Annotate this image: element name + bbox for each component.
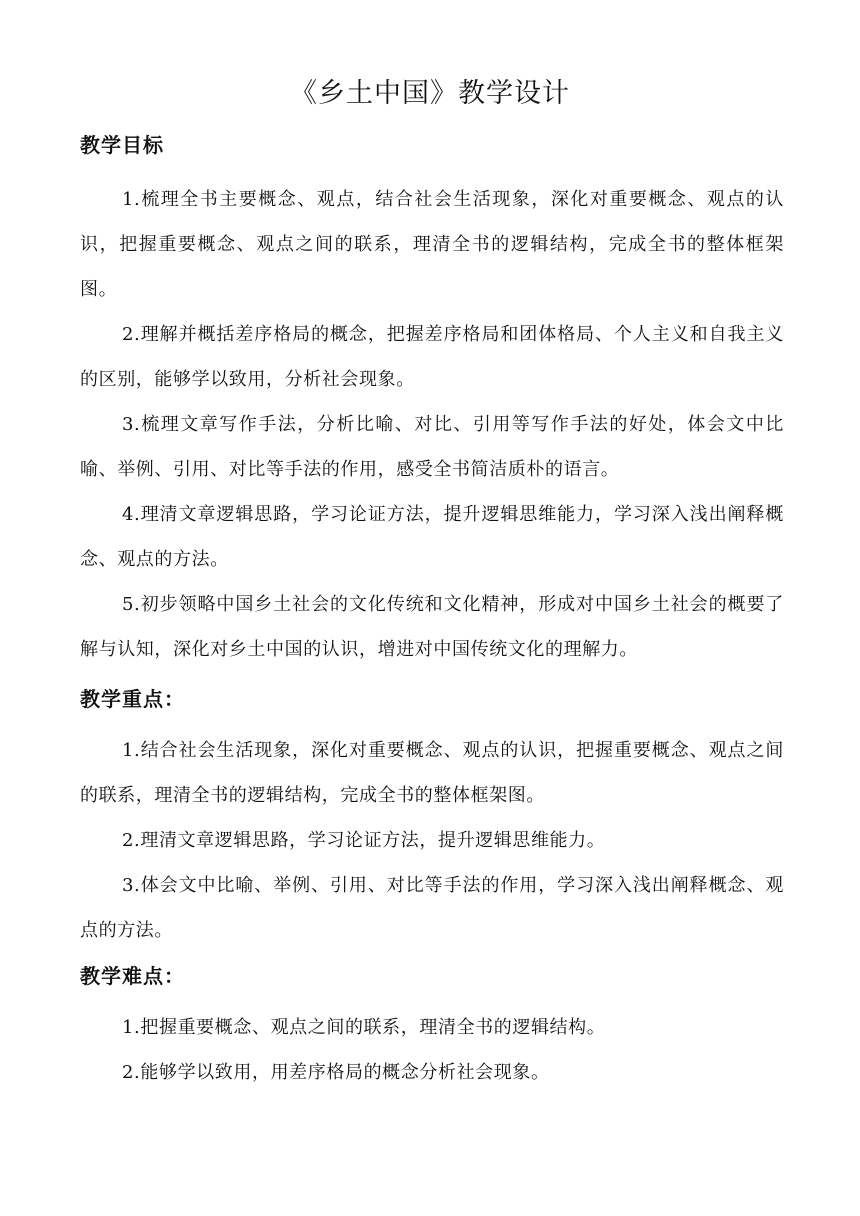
key-point-item-2: 2.理清文章逻辑思路，学习论证方法，提升逻辑思维能力。 — [122, 830, 606, 851]
objective-item-5: 5.初步领略中国乡土社会的文化传统和文化精神，形成对中国乡土社会的概要了解与认知，深化对乡土中国的认识，增进对中国传统文化的理解力。 — [80, 594, 784, 660]
key-point-item-3: 3.体会文中比喻、举例、引用、对比等手法的作用，学习深入浅出阐释概念、观点的方法。 — [80, 875, 784, 941]
document-title: 《乡土中国》教学设计 — [290, 78, 570, 109]
section-heading-key-points: 教学重点： — [80, 687, 185, 711]
objective-item-1: 1.梳理全书主要概念、观点，结合社会生活现象，深化对重要概念、观点的认识，把握重要概念、观点之间的联系，理清全书的逻辑结构，完成全书的整体框架图。 — [80, 189, 784, 300]
difficulty-item-1: 1.把握重要概念、观点之间的联系，理清全书的逻辑结构。 — [122, 1017, 606, 1038]
section-heading-difficulties: 教学难点： — [80, 964, 185, 988]
difficulty-item-2: 2.能够学以致用，用差序格局的概念分析社会现象。 — [122, 1062, 550, 1083]
section-heading-objectives: 教学目标 — [80, 133, 164, 157]
objective-item-4: 4.理清文章逻辑思路，学习论证方法，提升逻辑思维能力，学习深入浅出阐释概念、观点的方法。 — [80, 504, 784, 570]
objective-item-2: 2.理解并概括差序格局的概念，把握差序格局和团体格局、个人主义和自我主义的区别，能够学以致用，分析社会现象。 — [80, 324, 784, 390]
key-point-item-1: 1.结合社会生活现象，深化对重要概念、观点的认识，把握重要概念、观点之间的联系，理清全书的逻辑结构，完成全书的整体框架图。 — [80, 740, 784, 806]
objective-item-3: 3.梳理文章写作手法，分析比喻、对比、引用等写作手法的好处，体会文中比喻、举例、引用、对比等手法的作用，感受全书简洁质朴的语言。 — [80, 414, 784, 480]
